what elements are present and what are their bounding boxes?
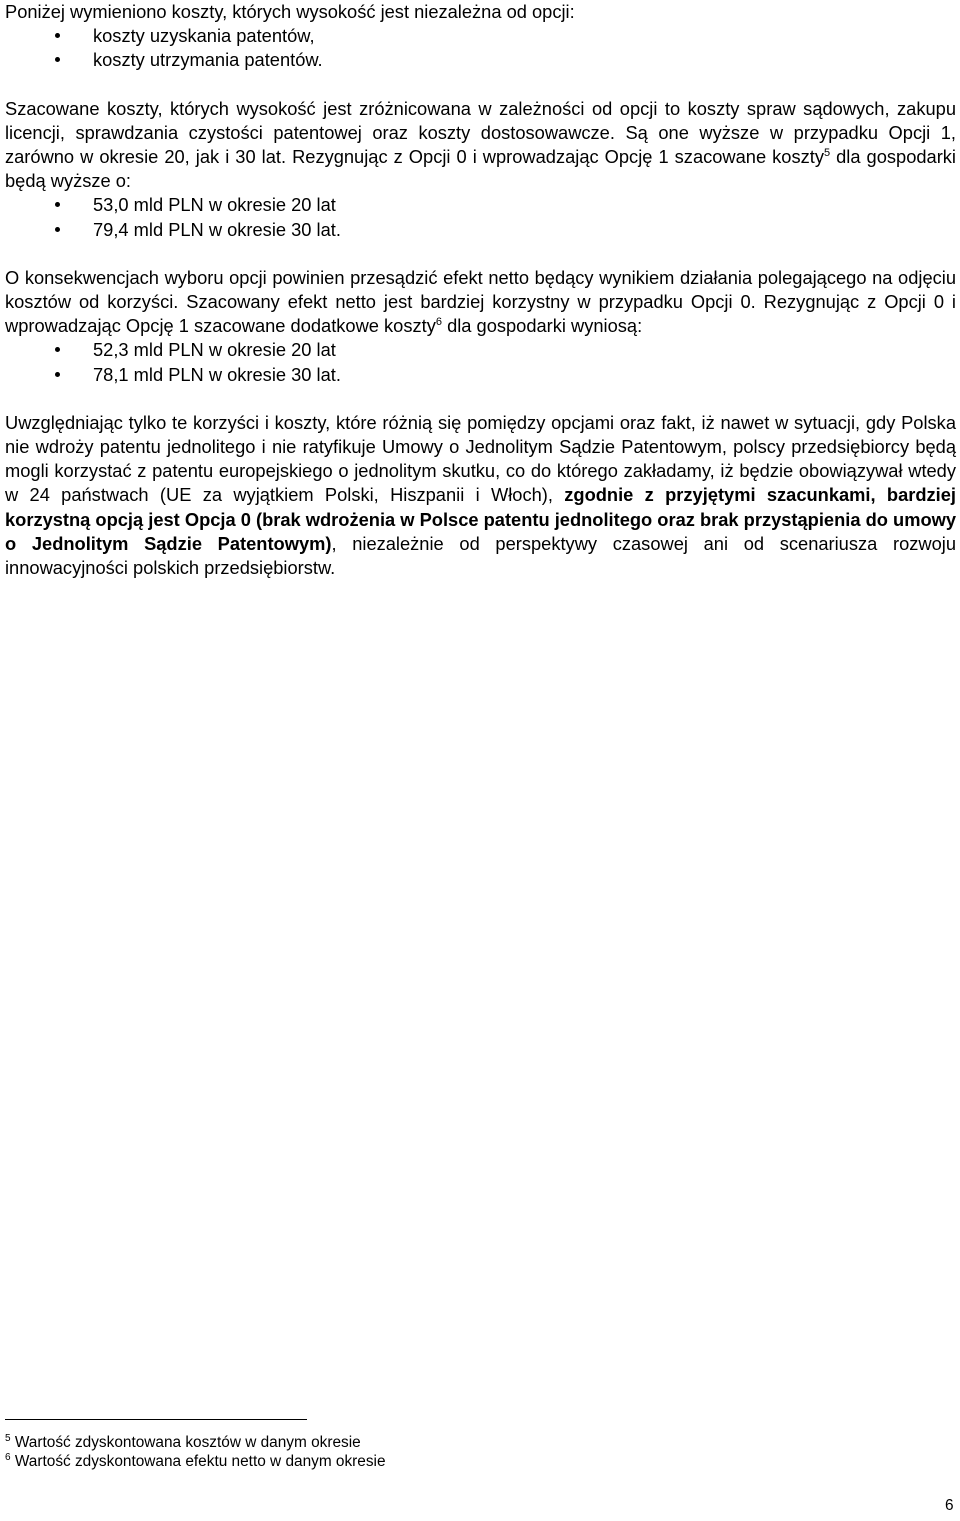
footnote-ref-5: 5 <box>823 146 831 159</box>
intro-text: Poniżej wymieniono koszty, których wysokość jest niezależna od opcji: <box>5 1 575 22</box>
footnote-text: Wartość zdyskontowana efektu netto w danym okresie <box>14 1453 386 1470</box>
footnote-6 <box>5 1452 386 1471</box>
list-item: 53,0 mld PLN w okresie 20 lat <box>5 193 956 217</box>
list-item: koszty uzyskania patentów, <box>5 24 956 48</box>
list-item: 52,3 mld PLN w okresie 20 lat <box>5 338 956 362</box>
paragraph-text: Uwzględniając tylko te korzyści i koszty, które różnią się pomiędzy opcjami oraz fakt, iż nawet w sytuacji, gdy Polska nie wdroży patentu jednolitego i nie ratyfikuje Umowy o Jednolitym Sądzie Patentowym, polscy przedsiębiorcy będą mogli korzystać z patentu europejskiego o jednolitym skutku, co do którego zakładamy, iż będzie obowiązywał wtedy w 24 państwach (UE za wyjątkiem Polski, Hiszpanii i Włoch), <box>5 411 956 506</box>
intro-list <box>5 24 956 72</box>
paragraph-text: , niezależnie od perspektywy czasowej ani od scenariusza rozwoju innowacyjności polskich przedsiębiorstw. <box>5 532 956 579</box>
page-number: 6 <box>945 1497 954 1514</box>
paragraph-text: dla gospodarki będą wyższe o: <box>5 146 956 192</box>
paragraph-text: O konsekwencjach wyboru opcji powinien przesądzić efekt netto będący wynikiem działania polegającego na odjęciu kosztów od korzyści. Szacowany efekt netto jest bardziej korzystny w przypadku Opcji 0. Rezygnując z Opcji 0 i wprowadzając Opcję 1 szacowane dodatkowe koszty <box>5 266 956 337</box>
footnote-separator <box>5 1419 307 1420</box>
spacer <box>5 73 956 97</box>
footnote-number: 6 <box>5 1451 11 1463</box>
list-item: 79,4 mld PLN w okresie 30 lat. <box>5 218 956 242</box>
list-item: 78,1 mld PLN w okresie 30 lat. <box>5 363 956 387</box>
footnote-text: Wartość zdyskontowana kosztów w danym okresie <box>14 1434 361 1451</box>
spacer <box>5 387 956 411</box>
paragraph-text: Szacowane koszty, których wysokość jest zróżnicowana w zależności od opcji to koszty spraw sądowych, zakupu licencji, sprawdzania czystości patentowej oraz koszty dostosowawcze. Są one wyższe w przypadku Opcji 1, zarówno w okresie 20, jak i 30 lat. Rezygnując z Opcji 0 i wprowadzając Opcję 1 szacowane koszty <box>5 97 956 168</box>
paragraph-text: dla gospodarki wyniosą: <box>441 315 643 337</box>
footnotes <box>5 1433 386 1471</box>
document-body <box>5 0 956 580</box>
footnote-number: 5 <box>5 1432 11 1444</box>
spacer <box>5 242 956 266</box>
net-effect-list <box>5 338 956 386</box>
paragraph-conclusion <box>5 411 956 580</box>
conclusion-bold: zgodnie z przyjętymi szacunkami, bardziej korzystną opcją jest Opcja 0 (brak wdrożenia w Polsce patentu jednolitego oraz brak przystąpienia do umowy o Jednolitym Sądzie Patentowym) <box>5 484 956 554</box>
costs-list <box>5 193 956 241</box>
paragraph-costs <box>5 97 956 194</box>
list-item: koszty utrzymania patentów. <box>5 48 956 72</box>
paragraph-net-effect <box>5 266 956 339</box>
footnote-ref-6: 6 <box>435 316 442 329</box>
footnote-5 <box>5 1433 386 1452</box>
